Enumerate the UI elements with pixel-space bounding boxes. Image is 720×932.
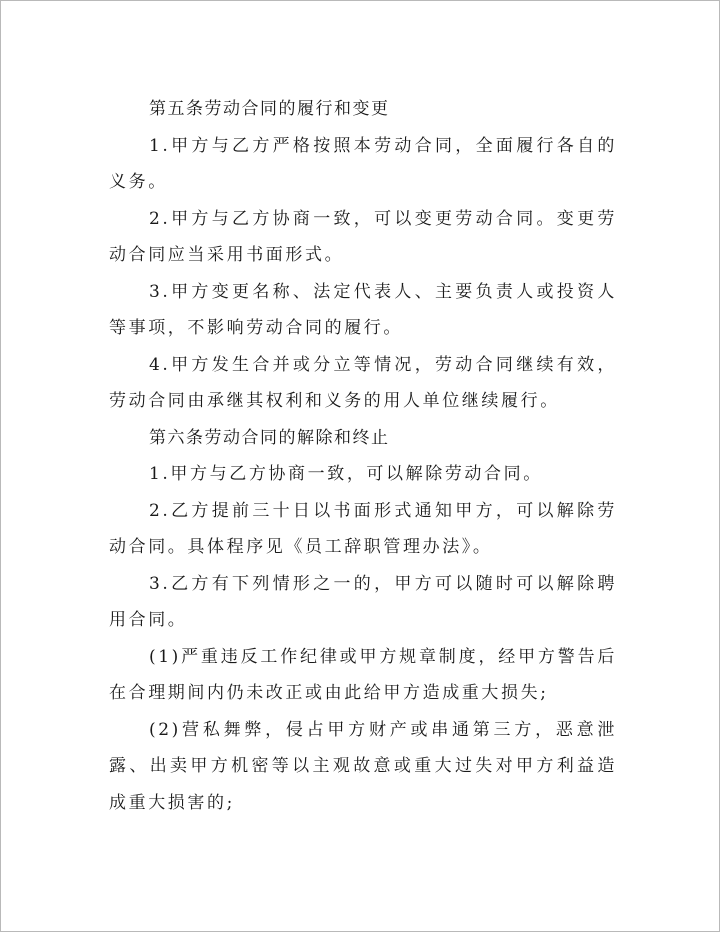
clause-paragraph: 4.甲方发生合并或分立等情况，劳动合同继续有效，劳动合同由承继其权利和义务的用人单位继续履行。 (109, 354, 617, 411)
document-body (109, 91, 617, 821)
clause-paragraph: 1.甲方与乙方严格按照本劳动合同，全面履行各自的义务。 (109, 135, 617, 192)
article-heading: 第五条劳动合同的履行和变更 (149, 99, 390, 119)
article-heading: 第六条劳动合同的解除和终止 (149, 427, 390, 448)
clause-paragraph: 2.乙方提前三十日以书面形式通知甲方，可以解除劳动合同。具体程序见《员工辞职管理办法》。 (109, 500, 617, 557)
clause-paragraph: 2.甲方与乙方协商一致，可以变更劳动合同。变更劳动合同应当采用书面形式。 (109, 208, 617, 265)
clause-paragraph: 1.甲方与乙方协商一致，可以解除劳动合同。 (149, 464, 543, 484)
clause-paragraph: (1)严重违反工作纪律或甲方规章制度，经甲方警告后在合理期间内仍未改正或由此给甲方造成重大损失; (109, 646, 617, 703)
clause-paragraph: 3.甲方变更名称、法定代表人、主要负责人或投资人等事项，不影响劳动合同的履行。 (109, 281, 617, 338)
clause-paragraph: (2)营私舞弊，侵占甲方财产或串通第三方，恶意泄露、出卖甲方机密等以主观故意或重大过失对甲方利益造成重大损害的; (109, 719, 617, 813)
clause-paragraph: 3.乙方有下列情形之一的，甲方可以随时可以解除聘用合同。 (109, 573, 617, 630)
